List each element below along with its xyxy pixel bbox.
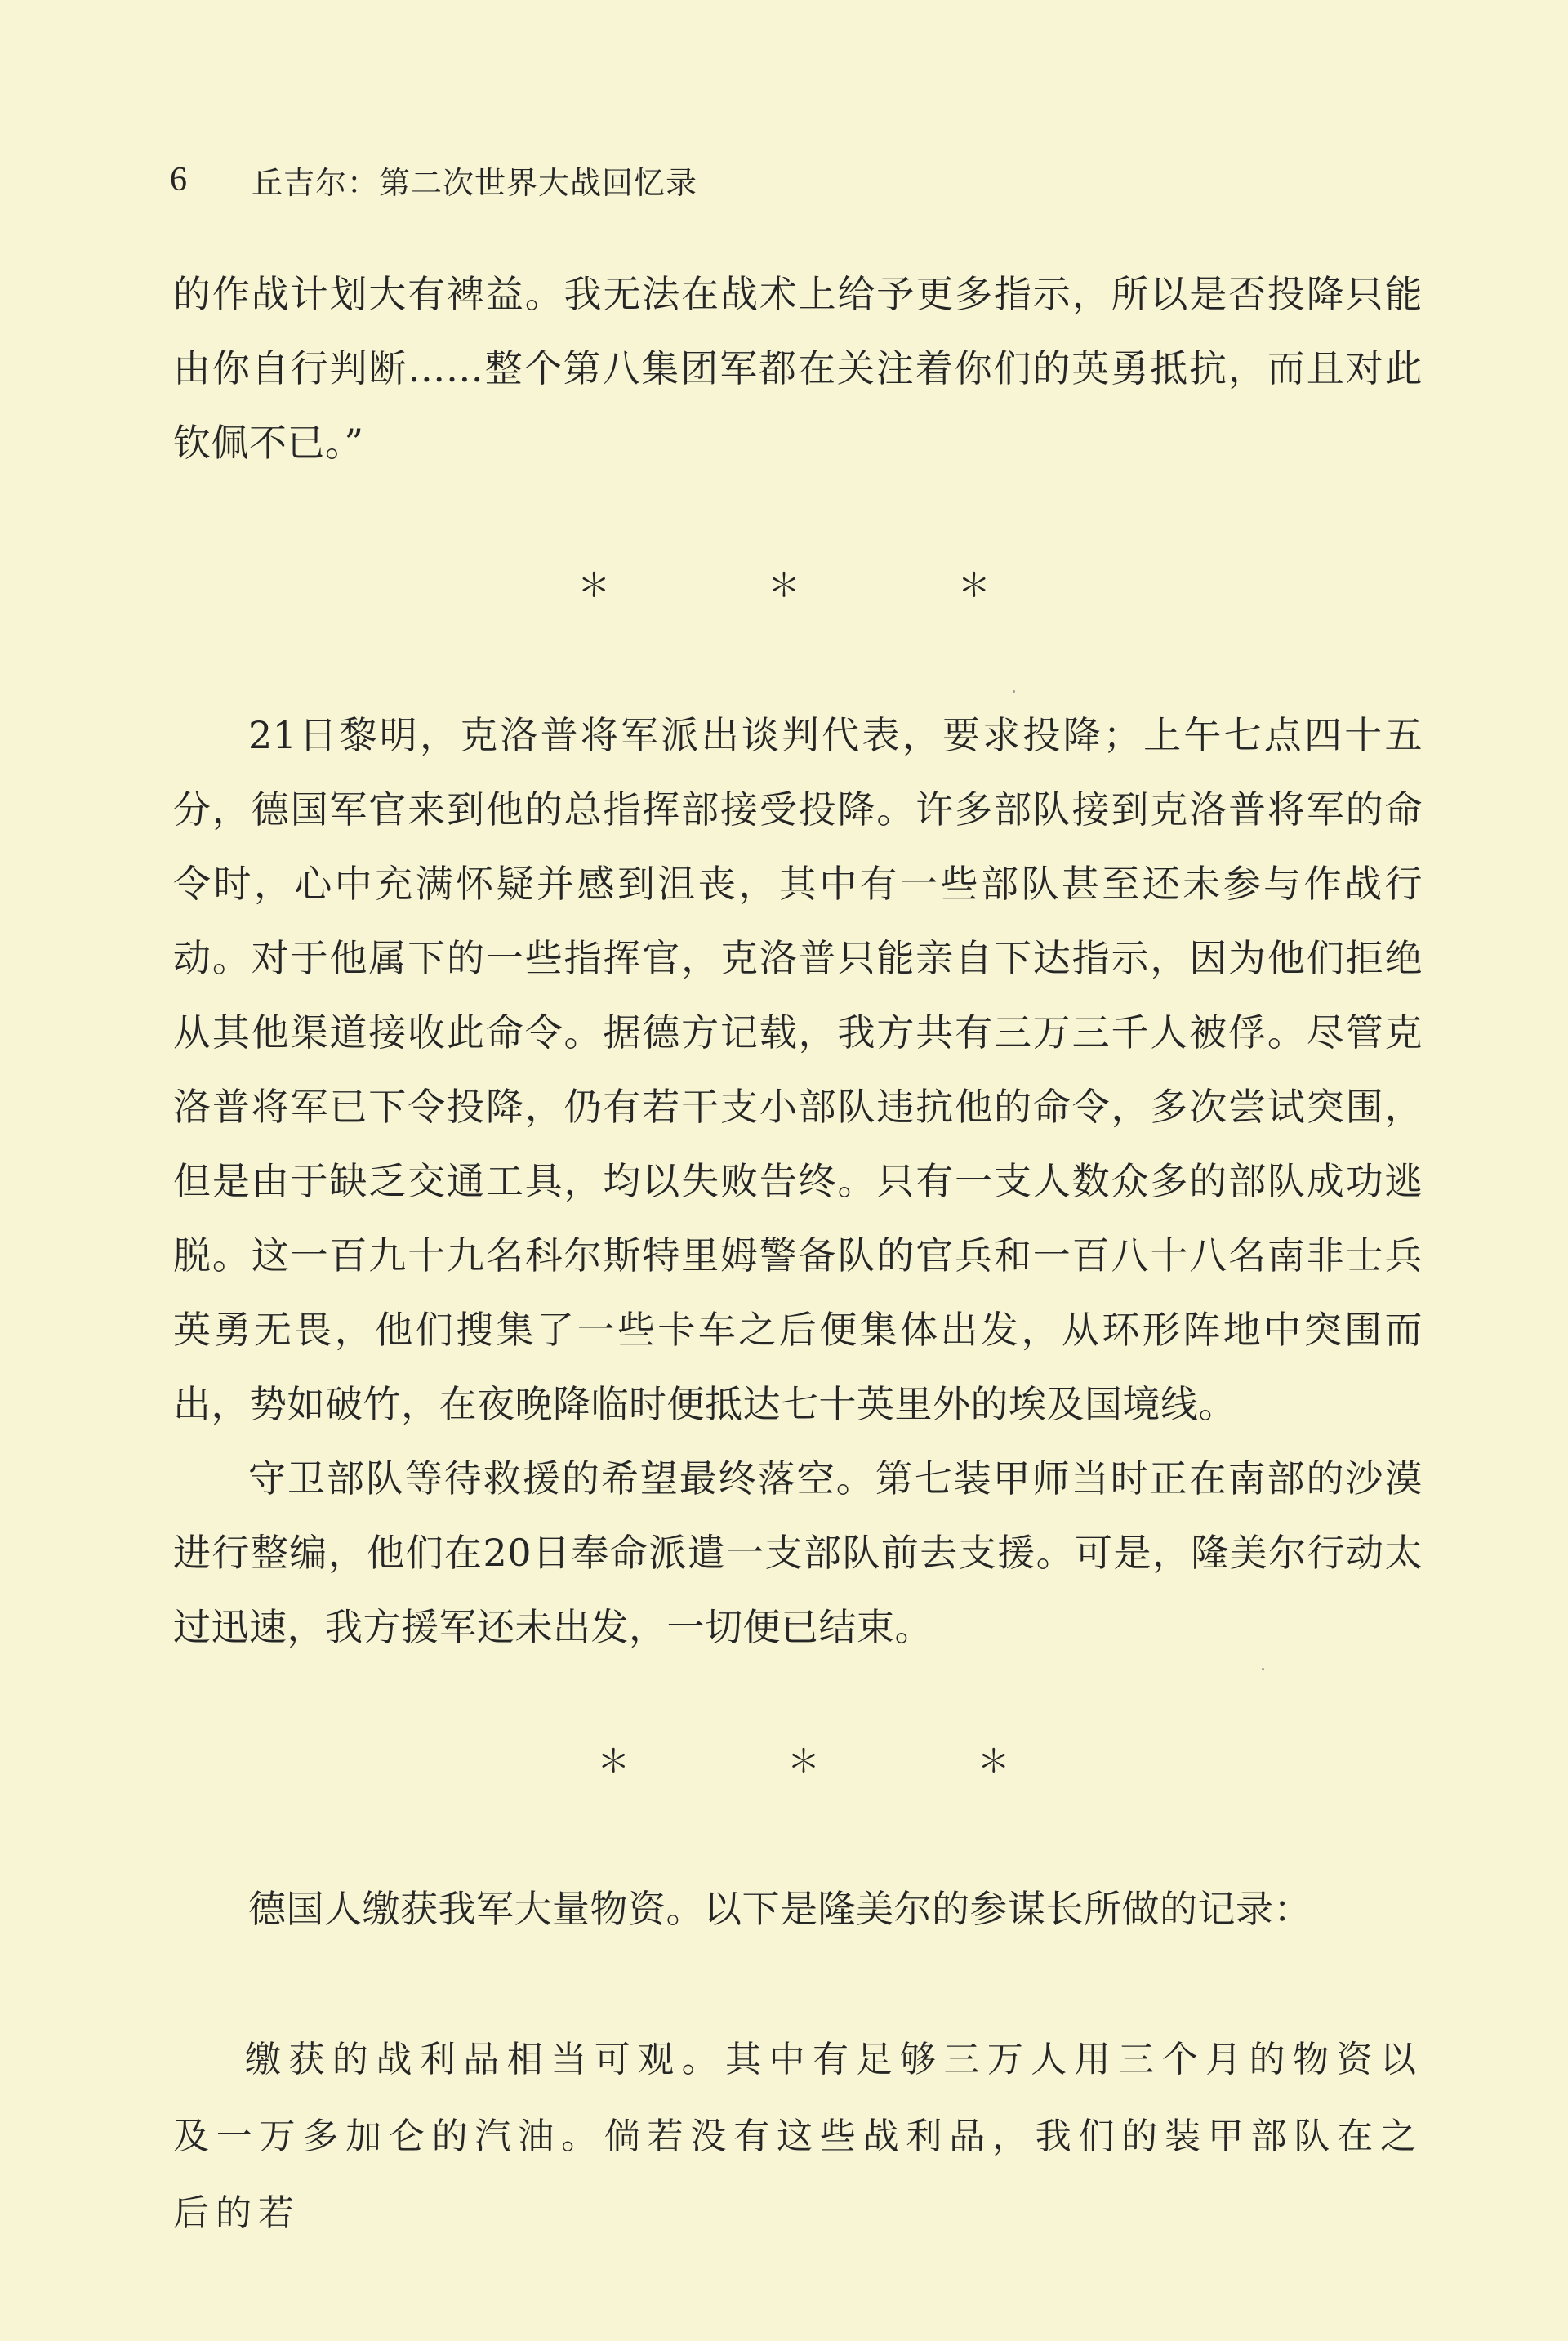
section-separator: ＊ ＊ ＊ <box>597 1743 1084 1781</box>
block-quote <box>173 2022 1423 2252</box>
paper-speck <box>1013 690 1015 693</box>
paragraph-text: 的作战计划大有裨益。我无法在战术上给予更多指示，所以是否投降只能由你自行判断……整个第八集团军都在关注着你们的英勇抵抗，而且对此钦佩不已。” <box>173 272 1423 465</box>
paragraph-text: 21日黎明，克洛普将军派出谈判代表，要求投降；上午七点四十五分，德国军官来到他的总指挥部接受投降。许多部队接到克洛普将军的命令时，心中充满怀疑并感到沮丧，其中有一些部队甚至还未参与作战行动。对于他属下的一些指挥官，克洛普只能亲自下达指示，因为他们拒绝从其他渠道接收此命令。据德方记载，我方共有三万三千人被俘。尽管克洛普将军已下令投降，仍有若干支小部队违抗他的命令，多次尝试突围，但是由于缺乏交通工具，均以失败告终。只有一支人数众多的部队成功逃脱。这一百九十九名科尔斯特里姆警备队的官兵和一百八十八名南非士兵英勇无畏，他们搜集了一些卡车之后便集体出发，从环形阵地中突围而出，势如破竹，在夜晚降临时便抵达七十英里外的埃及国境线。 <box>173 713 1423 1426</box>
paragraph-continuation <box>173 257 1423 480</box>
paragraph-surrender <box>173 698 1423 1665</box>
section-separator: ＊ ＊ ＊ <box>577 567 1064 604</box>
paragraph-text: 守卫部队等待救援的希望最终落空。第七装甲师当时正在南部的沙漠进行整编，他们在20日奉命派遣一支部队前去支援。可是，隆美尔行动太过迅速，我方援军还未出发，一切便已结束。 <box>173 1456 1423 1649</box>
page-number: 6 <box>170 161 188 198</box>
page-header <box>170 155 697 204</box>
book-title: 丘吉尔：第二次世界大战回忆录 <box>252 164 698 201</box>
paper-speck <box>1262 1668 1264 1670</box>
quote-text: 缴获的战利品相当可观。其中有足够三万人用三个月的物资以及一万多加仑的汽油。倘若没有这些战利品，我们的装甲部队在之后的若 <box>173 2039 1423 2234</box>
paragraph-text: 德国人缴获我军大量物资。以下是隆美尔的参谋长所做的记录： <box>248 1887 1312 1931</box>
paragraph-supplies <box>173 1872 1423 1946</box>
